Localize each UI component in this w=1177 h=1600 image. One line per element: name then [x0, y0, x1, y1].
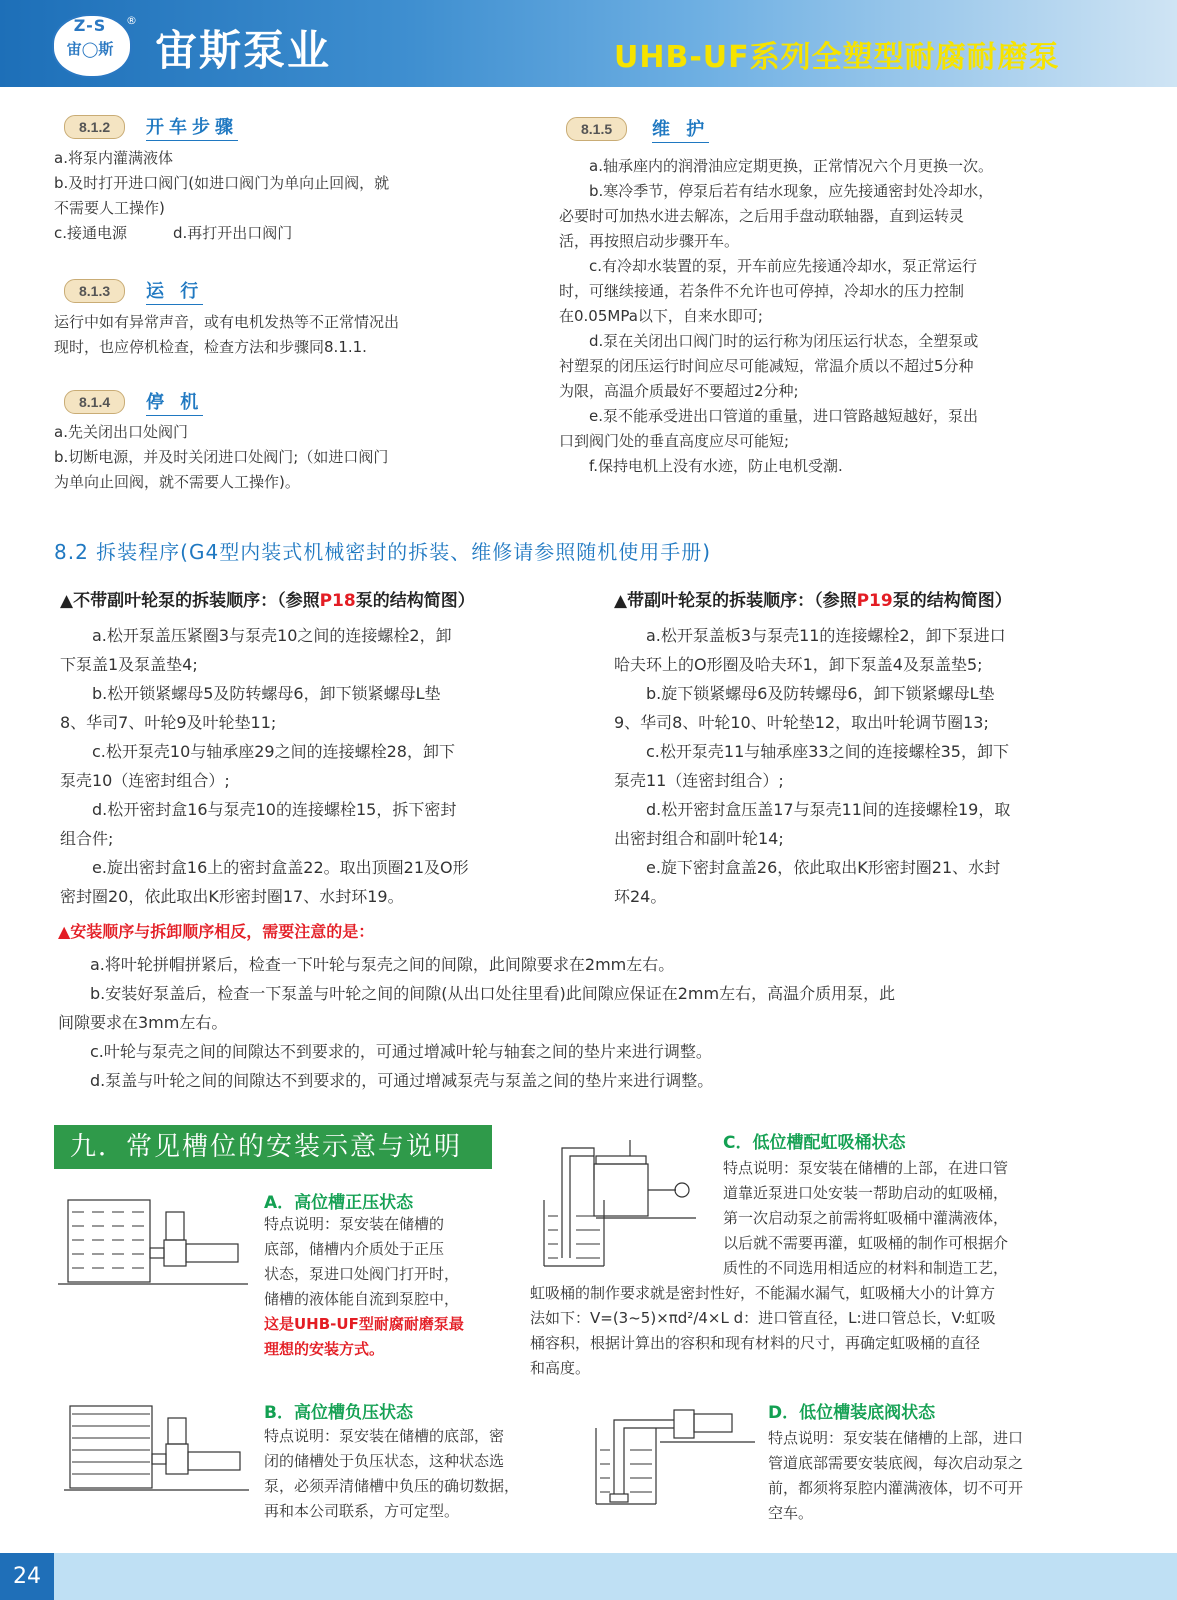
section-tag-814: 8.1.4	[64, 390, 125, 414]
diagram-b-title: B．高位槽负压状态	[264, 1403, 413, 1423]
diagram-high-tank-negative	[64, 1400, 254, 1500]
text-line: a.将泵内灌满液体	[54, 149, 173, 167]
text-line: c.叶轮与泵壳之间的间隙达不到要求的，可通过增减叶轮与轴套之间的垫片来进行调整。	[90, 1042, 712, 1061]
page-ref: P18	[319, 591, 356, 611]
text-line: 道靠近泵进口处安装一帮助启动的虹吸桶，	[723, 1184, 1009, 1202]
text-line: a.将叶轮拼帽拼紧后，检查一下叶轮与泵壳之间的间隙，此间隙要求在2mm左右。	[90, 955, 675, 974]
diagram-c-description	[723, 1156, 1083, 1281]
diagram-c-title: C．低位槽配虹吸桶状态	[723, 1133, 906, 1153]
text-line: 9、华司8、叶轮10、叶轮垫12，取出叶轮调节圈13;	[614, 713, 989, 732]
diagram-a-description	[264, 1212, 504, 1362]
left-subheading	[60, 586, 475, 611]
formula-line: 法如下：V=(3~5)×πd²/4×L d：进口管直径，L:进口管总长，V:虹吸	[530, 1309, 996, 1327]
text-line: 时，可继续接通，若条件不允许也可停掉，冷却水的压力控制	[559, 282, 965, 300]
text-line: 前，都须将泵腔内灌满液体，切不可开	[768, 1479, 1024, 1497]
text-line: a.先关闭出口处阀门	[54, 423, 188, 441]
section-tag-815: 8.1.5	[566, 117, 627, 141]
text-line: 间隙要求在3mm左右。	[58, 1013, 228, 1032]
text-line: 储槽的液体能自流到泵腔中，	[264, 1290, 460, 1308]
subheading-text: 泵的结构简图）	[892, 591, 1012, 611]
text-line: 不需要人工操作)	[54, 199, 165, 217]
text-line: 组合件;	[60, 829, 114, 848]
text-line: 口到阀门处的垂直高度应尽可能短;	[559, 432, 790, 450]
text-line: 现时，也应停机检查，检查方法和步骤同8.1.1.	[54, 338, 367, 356]
text-line: e.旋出密封盒16上的密封盒盖22。取出顶圈21及O形	[92, 858, 469, 877]
text-line: 特点说明：泵安装在储槽的底部，密	[264, 1427, 505, 1445]
section-tag-813: 8.1.3	[64, 279, 125, 303]
text-line: f.保持电机上没有水迹，防止电机受潮.	[589, 457, 843, 475]
text-line: 为限，高温介质最好不要超过2分种;	[559, 382, 799, 400]
text-line: c.接通电源	[54, 224, 128, 242]
text-line: a.松开泵盖压紧圈3与泵壳10之间的连接螺栓2，卸	[92, 626, 452, 645]
text-line: 下泵盖1及泵盖垫4;	[60, 655, 198, 674]
subheading-text: 泵的结构简图）	[355, 591, 475, 611]
diagram-a-title: A．高位槽正压状态	[264, 1193, 414, 1213]
diagram-high-tank-positive	[58, 1190, 258, 1290]
text-line: 衬塑泵的闭压运行时间应尽可能减短，常温介质以不超过5分种	[559, 357, 974, 375]
notes-heading: ▲安装顺序与拆卸顺序相反，需要注意的是：	[58, 922, 375, 941]
section-body-813	[54, 310, 494, 360]
diagram-d-title: D．低位槽装底阀状态	[768, 1403, 936, 1423]
text-line: 泵壳11（连密封组合）;	[614, 771, 784, 790]
text-line: a.轴承座内的润滑油应定期更换，正常情况六个月更换一次。	[589, 157, 993, 175]
section-title-812: 开车步骤	[146, 113, 238, 141]
right-subheading	[614, 586, 1012, 611]
highlight-line: 理想的安装方式。	[264, 1340, 385, 1358]
text-line: 虹吸桶的制作要求就是密封性好，不能漏水漏气，虹吸桶大小的计算方	[530, 1284, 996, 1302]
text-line: 哈夫环上的O形圈及哈夫环1，卸下泵盖4及泵盖垫5;	[614, 655, 983, 674]
text-line: d.再打开出口阀门	[173, 224, 293, 242]
section-body-815	[559, 154, 1079, 479]
text-line: 必要时可加热水进去解冻，之后用手盘动联轴器，直到运转灵	[559, 207, 965, 225]
text-line: 出密封组合和副叶轮14;	[614, 829, 784, 848]
brand-name: 宙斯泵业	[155, 26, 332, 75]
text-line: d.泵在关闭出口阀门时的运行称为闭压运行状态，全塑泵或	[589, 332, 979, 350]
section-body-812	[54, 146, 494, 246]
logo-top-text: Z-S	[73, 16, 107, 35]
page-footer	[0, 1553, 1177, 1600]
text-line: d.松开密封盒16与泵壳10的连接螺栓15，拆下密封	[92, 800, 457, 819]
section-title-813: 运 行	[146, 277, 203, 305]
diagram-d-description	[768, 1426, 1088, 1526]
series-title: UHB-UF系列全塑型耐腐耐磨泵	[614, 40, 1060, 75]
text-line: 特点说明：泵安装在储槽的上部，在进口管	[723, 1159, 1009, 1177]
text-line: 桶容积，根据计算出的容积和现有材料的尺寸，再确定虹吸桶的直径	[530, 1334, 981, 1352]
text-line: 空车。	[768, 1504, 814, 1522]
text-line: 管道底部需要安装底阀，每次启动泵之	[768, 1454, 1024, 1472]
text-line: 再和本公司联系，方可定型。	[264, 1502, 460, 1520]
subheading-text: ▲不带副叶轮泵的拆装顺序：（参照	[60, 591, 320, 611]
text-line: b.松开锁紧螺母5及防转螺母6，卸下锁紧螺母L垫	[92, 684, 441, 703]
section-tag-812: 8.1.2	[64, 115, 125, 139]
text-line: 泵，必须弄清储槽中负压的确切数据，	[264, 1477, 520, 1495]
page-ref: P19	[856, 591, 893, 611]
text-line: 泵壳10（连密封组合）;	[60, 771, 230, 790]
text-line: b.切断电源，并及时关闭进口处阀门;（如进口阀门	[54, 448, 389, 466]
section-heading-82: 8.2 拆装程序(G4型内装式机械密封的拆装、维修请参照随机使用手册)	[54, 540, 711, 564]
text-line: d.泵盖与叶轮之间的间隙达不到要求的，可通过增减泵壳与泵盖之间的垫片来进行调整。	[90, 1071, 714, 1090]
text-line: 以后就不需要再灌，虹吸桶的制作可根据介	[723, 1234, 1009, 1252]
text-line: 活，再按照启动步骤开车。	[559, 232, 740, 250]
text-line: b.安装好泵盖后，检查一下泵盖与叶轮之间的间隙(从出口处往里看)此间隙应保证在2mm左右，高温介质用泵，此	[90, 984, 896, 1003]
text-line: b.寒冷季节，停泵后若有结水现象，应先接通密封处冷却水，	[589, 182, 994, 200]
text-line: a.松开泵盖板3与泵壳11的连接螺栓2，卸下泵进口	[646, 626, 1006, 645]
text-line: d.松开密封盒压盖17与泵壳11间的连接螺栓19，取	[646, 800, 1011, 819]
text-line: 闭的储槽处于负压状态，这种状态选	[264, 1452, 505, 1470]
highlight-line: 这是UHB-UF型耐腐耐磨泵最	[264, 1315, 464, 1333]
text-line: c.松开泵壳11与轴承座33之间的连接螺栓35，卸下	[646, 742, 1009, 761]
diagram-c-formula	[530, 1281, 1090, 1381]
logo-bottom-text: 宙◯斯	[66, 40, 114, 58]
left-steps	[60, 621, 540, 911]
text-line: b.旋下锁紧螺母6及防转螺母6，卸下锁紧螺母L垫	[646, 684, 995, 703]
section-title-815: 维 护	[652, 115, 709, 143]
text-line: 环24。	[614, 887, 667, 906]
text-line: 密封圈20，依此取出K形密封圈17、水封环19。	[60, 887, 404, 906]
registered-mark: ®	[126, 14, 137, 27]
install-notes	[58, 950, 1128, 1095]
text-line: e.泵不能承受进出口管道的重量，进口管路越短越好，泵出	[589, 407, 978, 425]
text-line: 为单向止回阀，就不需要人工操作)。	[54, 473, 300, 491]
text-line: 状态，泵进口处阀门打开时，	[264, 1265, 460, 1283]
diagram-b-description	[264, 1424, 564, 1524]
text-line: 在0.05MPa以下，自来水即可;	[559, 307, 763, 325]
text-line: 第一次启动泵之前需将虹吸桶中灌满液体，	[723, 1209, 1009, 1227]
text-line: b.及时打开进口阀门(如进口阀门为单向止回阀，就	[54, 174, 390, 192]
text-line: e.旋下密封盒盖26，依此取出K形密封圈21、水封	[646, 858, 1001, 877]
text-line: 8、华司7、叶轮9及叶轮垫11;	[60, 713, 277, 732]
text-line: c.松开泵壳10与轴承座29之间的连接螺栓28，卸下	[92, 742, 455, 761]
text-line: 和高度。	[530, 1359, 591, 1377]
text-line: 质性的不同选用相适应的材料和制造工艺，	[723, 1259, 1009, 1277]
diagram-low-tank-siphon	[536, 1130, 706, 1270]
page-number: 24	[0, 1553, 54, 1600]
text-line: 底部，储槽内介质处于正压	[264, 1240, 445, 1258]
text-line: c.有冷却水装置的泵，开车前应先接通冷却水，泵正常运行	[589, 257, 978, 275]
section-9-banner: 九．常见槽位的安装示意与说明	[54, 1125, 492, 1169]
text-line: 特点说明：泵安装在储槽的	[264, 1215, 445, 1233]
section-body-814	[54, 420, 494, 495]
text-line: 特点说明：泵安装在储槽的上部，进口	[768, 1429, 1024, 1447]
diagram-low-tank-foot-valve	[590, 1398, 760, 1508]
text-line: 运行中如有异常声音，或有电机发热等不正常情况出	[54, 313, 400, 331]
section-title-814: 停 机	[146, 388, 203, 416]
subheading-text: ▲带副叶轮泵的拆装顺序：（参照	[614, 591, 857, 611]
right-steps	[614, 621, 1094, 911]
